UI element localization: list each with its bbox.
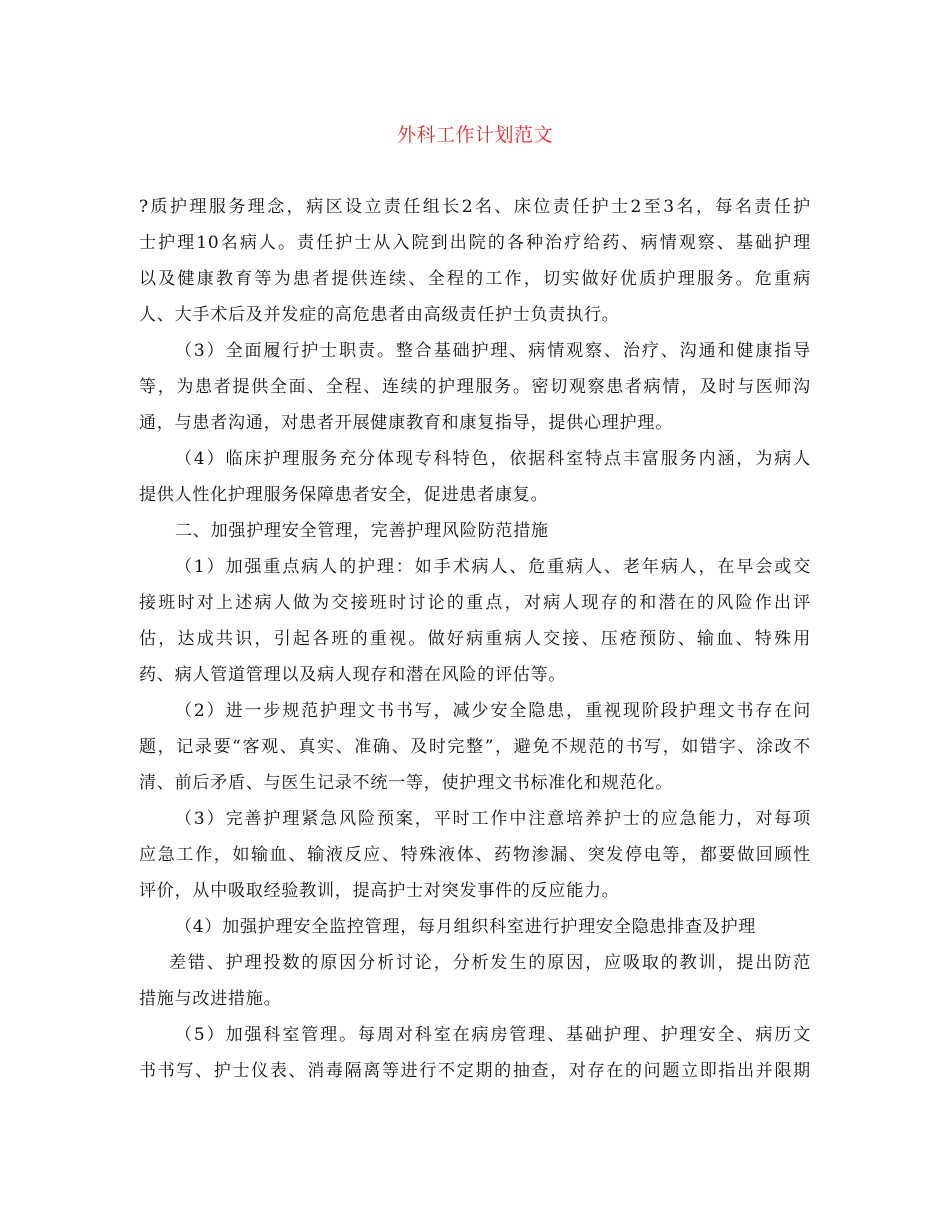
paragraph-line: 提供人性化护理服务保障患者安全，促进患者康复。 — [139, 485, 549, 505]
paragraph-line: ?质护理服务理念，病区设立责任组长2名、床位责任护士2至3名，每名责任护 — [139, 197, 811, 217]
paragraph-line: 评价，从中吸取经验教训，提高护士对突发事件的反应能力。 — [139, 881, 620, 901]
paragraph-line: 人、大手术后及并发症的高危患者由高级责任护士负责执行。 — [139, 305, 620, 325]
paragraph-line: 士护理10名病人。责任护士从入院到出院的各种治疗给药、病情观察、基础护理 — [139, 233, 811, 253]
paragraph-line: 药、病人管道管理以及病人现存和潜在风险的评估等。 — [139, 665, 567, 685]
paragraph-line: （4）临床护理服务充分体现专科特色，依据科室特点丰富服务内涵，为病人 — [175, 449, 811, 469]
paragraph-line: （1）加强重点病人的护理：如手术病人、危重病人、老年病人，在早会或交 — [175, 557, 811, 577]
paragraph-line: （2）进一步规范护理文书书写，减少安全隐患，重视现阶段护理文书存在问 — [175, 701, 811, 721]
paragraph-line: 书书写、护士仪表、消毒隔离等进行不定期的抽查，对存在的问题立即指出并限期 — [139, 1061, 811, 1081]
paragraph-line: （3）完善护理紧急风险预案，平时工作中注意培养护士的应急能力，对每项 — [175, 809, 811, 829]
document-title: 外科工作计划范文 — [396, 124, 553, 146]
section-heading: 二、加强护理安全管理，完善护理风险防范措施 — [175, 521, 549, 541]
paragraph-line: 估，达成共识，引起各班的重视。做好病重病人交接、压疮预防、输血、特殊用 — [139, 629, 811, 649]
paragraph-line: 通，与患者沟通，对患者开展健康教育和康复指导，提供心理护理。 — [139, 413, 673, 433]
paragraph-line: 接班时对上述病人做为交接班时讨论的重点，对病人现存的和潜在的风险作出评 — [139, 593, 811, 613]
paragraph-line: 以及健康教育等为患者提供连续、全程的工作，切实做好优质护理服务。危重病 — [139, 269, 811, 289]
paragraph-line: 等，为患者提供全面、全程、连续的护理服务。密切观察患者病情，及时与医师沟 — [139, 377, 811, 397]
paragraph-line: 差错、护理投数的原因分析讨论，分析发生的原因，应吸取的教训，提出防范 — [169, 953, 811, 973]
paragraph-line: （3）全面履行护士职责。整合基础护理、病情观察、治疗、沟通和健康指导 — [175, 341, 811, 361]
paragraph-line: 题，记录要“客观、真实、准确、及时完整”，避免不规范的书写，如错字、涂改不 — [139, 737, 811, 757]
paragraph-line: 清、前后矛盾、与医生记录不统一等，使护理文书标准化和规范化。 — [139, 773, 673, 793]
paragraph-line: 应急工作，如输血、输液反应、特殊液体、药物渗漏、突发停电等，都要做回顾性 — [139, 845, 811, 865]
paragraph-line: （5）加强科室管理。每周对科室在病房管理、基础护理、护理安全、病历文 — [175, 1025, 811, 1045]
paragraph-line: （4）加强护理安全监控管理，每月组织科室进行护理安全隐患排查及护理 — [175, 917, 757, 937]
paragraph-line: 措施与改进措施。 — [139, 989, 282, 1009]
document-body — [139, 189, 811, 1089]
